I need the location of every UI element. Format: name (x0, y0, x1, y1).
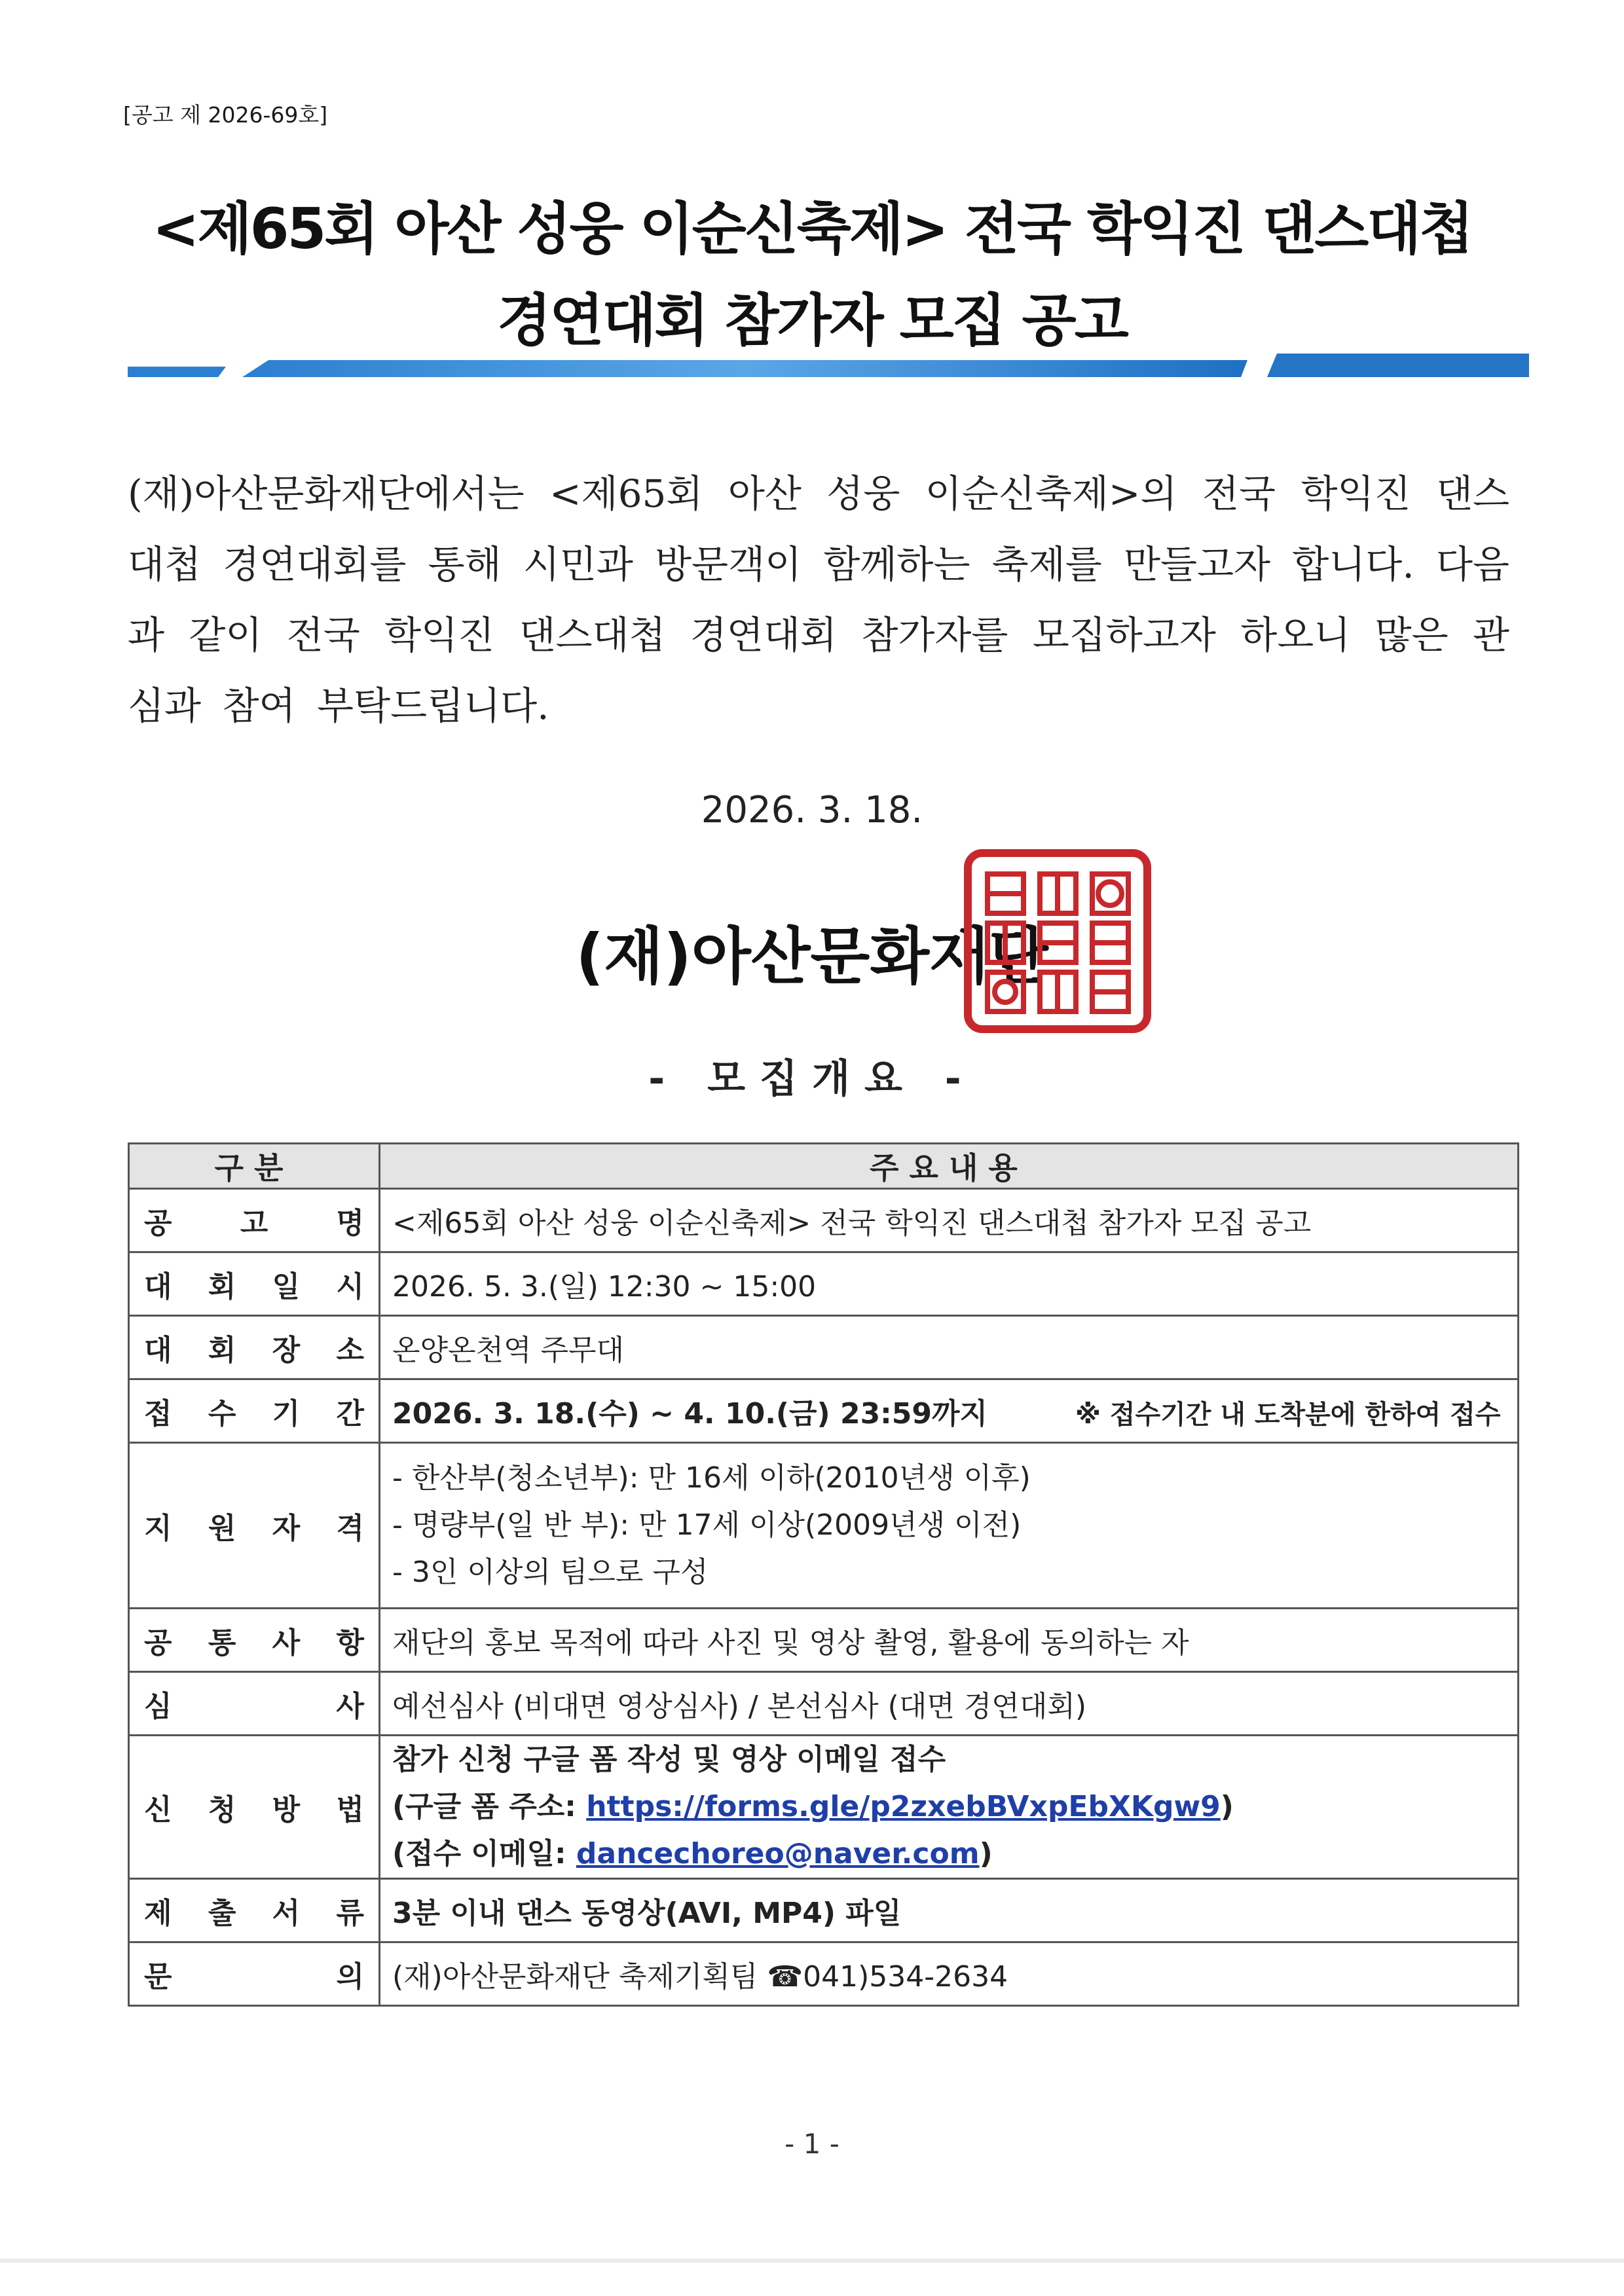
table-row (129, 1609, 1519, 1672)
row-label-char: 접 (144, 1397, 172, 1430)
row-label (129, 1942, 380, 2006)
table-row (129, 1736, 1519, 1879)
row-label-char: 간 (336, 1397, 364, 1430)
row-label-char: 대 (144, 1270, 172, 1303)
row-label (129, 1443, 380, 1609)
notice-name-value: <제65회 아산 성웅 이순신축제> 전국 학익진 댄스대첩 참가자 모집 공고 (380, 1189, 1519, 1252)
row-label-char: 자 (272, 1512, 301, 1545)
announcement-date: 2026. 3. 18. (701, 789, 923, 831)
row-label-char: 기 (272, 1397, 301, 1430)
application-method-cell (380, 1736, 1519, 1879)
document-title-line1: <제65회 아산 성웅 이순신축제> 전국 학익진 댄스대첩 (152, 196, 1472, 262)
email-line: (접수 이메일: dancechoreo@naver.com) (392, 1837, 993, 1870)
venue-value: 온양온천역 주무대 (380, 1316, 1519, 1379)
document-title-line2: 경연대회 참가자 모집 공고 (497, 288, 1127, 354)
row-label-char: 소 (336, 1334, 364, 1367)
intro-paragraph: (재)아산문화재단에서는 <제65회 아산 성웅 이순신축제>의 전국 학익진 댄스대첩 경연대회를 통해 시민과 방문객이 함께하는 축제를 만들고자 합니다. 다음과 같이 전국 학익진 댄스대첩 경연대회 참가자를 모집하고자 하오니 많은 관심과 참여 부탁드립니다. (128, 471, 1509, 728)
application-period-note: ※ 접수기간 내 도착분에 한하여 접수 (1075, 1400, 1501, 1430)
row-label-char: 청 (208, 1793, 236, 1827)
google-form-line: (구글 폼 주소: https://forms.gle/p2zxebBVxpEbXKgw9) (392, 1790, 1234, 1823)
row-label-char: 사 (336, 1690, 364, 1723)
row-label-char: 회 (208, 1334, 236, 1367)
table-row (129, 1189, 1519, 1252)
page-bottom-line (0, 2259, 1624, 2263)
row-label-char: 지 (144, 1512, 172, 1545)
row-label (129, 1379, 380, 1443)
row-label-char: 일 (272, 1270, 301, 1303)
google-form-link[interactable]: https://forms.gle/p2zxebBVxpEbXKgw9 (586, 1790, 1221, 1823)
row-label-char: 항 (336, 1626, 364, 1660)
row-label-char: 심 (144, 1690, 172, 1723)
row-label (129, 1879, 380, 1942)
row-label-char: 수 (208, 1397, 236, 1430)
common-value: 재단의 홍보 목적에 따라 사진 및 영상 촬영, 활용에 동의하는 자 (380, 1609, 1519, 1672)
row-label (129, 1672, 380, 1736)
row-label (129, 1252, 380, 1316)
eligibility-cell (380, 1443, 1519, 1609)
row-label-char: 격 (336, 1512, 364, 1545)
organization-name: (재)아산문화재단 (576, 921, 1048, 993)
table-row (129, 1942, 1519, 2006)
header-content: 주요내용 (380, 1144, 1519, 1189)
row-label-char: 사 (272, 1626, 301, 1660)
title-decorative-bar (128, 354, 1529, 377)
row-label-char: 시 (336, 1270, 364, 1303)
row-label (129, 1736, 380, 1879)
documents-value: 3분 이내 댄스 동영상(AVI, MP4) 파일 (380, 1879, 1519, 1942)
row-label-char: 통 (208, 1626, 236, 1660)
row-label-char: 의 (336, 1960, 364, 1994)
row-label-char: 서 (272, 1897, 301, 1930)
row-label-char: 신 (144, 1793, 172, 1827)
row-label (129, 1609, 380, 1672)
row-label-char: 방 (272, 1793, 301, 1827)
event-datetime-value: 2026. 5. 3.(일) 12:30 ~ 15:00 (380, 1252, 1519, 1316)
eligibility-item: - 명량부(일 반 부): 만 17세 이상(2009년생 이전) (392, 1508, 1022, 1542)
row-label-char: 류 (336, 1897, 364, 1930)
notice-number: [공고 제 2026-69호] (123, 102, 328, 128)
section-title: - 모집개요 - (648, 1056, 976, 1102)
eligibility-item: - 한산부(청소년부): 만 16세 이하(2010년생 이후) (392, 1461, 1031, 1495)
application-period-value: 2026. 3. 18.(수) ~ 4. 10.(금) 23:59까지 (392, 1397, 988, 1430)
page-number: - 1 - (784, 2128, 840, 2160)
table-row (129, 1672, 1519, 1736)
table-header-row (129, 1144, 1519, 1189)
table-row (129, 1443, 1519, 1609)
method-line: 참가 신청 구글 폼 작성 및 영상 이메일 접수 (392, 1743, 946, 1776)
row-label-char: 출 (208, 1897, 236, 1930)
row-label (129, 1316, 380, 1379)
row-label-char: 법 (336, 1793, 364, 1827)
row-label-char: 공 (144, 1207, 172, 1240)
judging-value: 예선심사 (비대면 영상심사) / 본선심사 (대면 경연대회) (380, 1672, 1519, 1736)
table-row (129, 1252, 1519, 1316)
recruitment-overview-table (128, 1142, 1519, 2007)
row-label-char: 원 (208, 1512, 236, 1545)
row-label-char: 장 (272, 1334, 301, 1367)
application-period-cell (380, 1379, 1519, 1443)
header-category: 구분 (129, 1144, 380, 1189)
row-label-char: 대 (144, 1334, 172, 1367)
table-row (129, 1879, 1519, 1942)
table-row (129, 1316, 1519, 1379)
row-label-char: 고 (240, 1207, 268, 1240)
row-label-char: 회 (208, 1270, 236, 1303)
row-label-char: 명 (336, 1207, 364, 1240)
row-label-char: 제 (144, 1897, 172, 1930)
inquiry-value: (재)아산문화재단 축제기획팀 ☎041)534-2634 (380, 1942, 1519, 2006)
official-seal-icon (963, 848, 1153, 1034)
email-link[interactable]: dancechoreo@naver.com (576, 1837, 980, 1870)
row-label (129, 1189, 380, 1252)
row-label-char: 공 (144, 1626, 172, 1660)
row-label-char: 문 (144, 1960, 172, 1994)
table-row (129, 1379, 1519, 1443)
eligibility-item: - 3인 이상의 팀으로 구성 (392, 1556, 709, 1589)
